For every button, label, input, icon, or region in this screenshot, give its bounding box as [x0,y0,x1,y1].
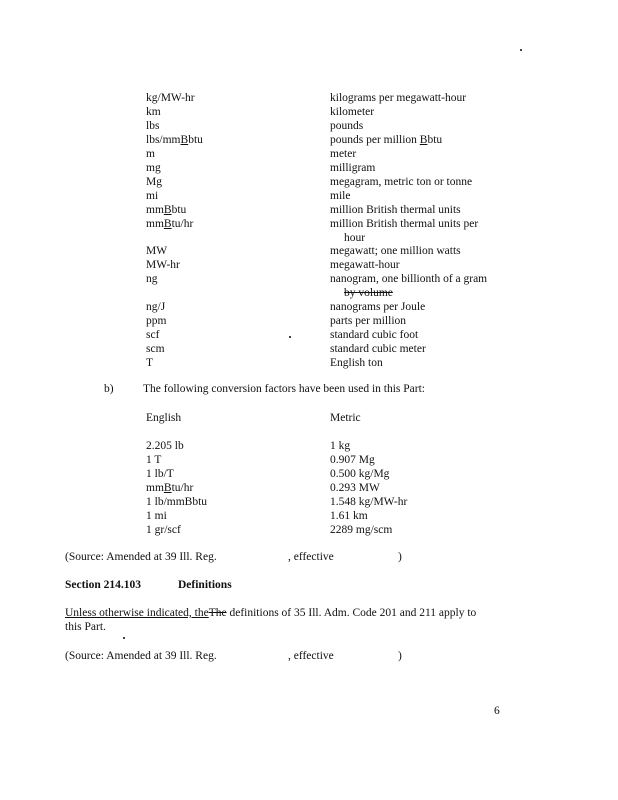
unit-abbreviation: kg/MW-hr [146,92,195,104]
abbr-underlined-part: B [163,204,172,216]
metric-value: 0.500 kg/Mg [330,468,390,480]
source-close-2: ) [398,650,402,662]
unit-row [0,120,618,134]
english-value: 2.205 lb [146,440,184,452]
unit-meaning: megawatt; one million watts [330,245,461,257]
unit-meaning: mile [330,190,351,202]
subsection-label: b) [104,383,114,395]
unit-meaning: standard cubic meter [330,343,426,355]
unit-abbreviation [146,204,186,216]
section-title: Definitions [178,579,232,591]
english-value: 1 T [146,454,162,466]
unit-meaning: megagram, metric ton or tonne [330,176,473,188]
unit-abbreviation: mi [146,190,159,202]
unit-abbreviation [146,218,193,230]
unit-row [0,301,618,315]
abbr-part: tu/hr [171,218,194,230]
english-value: 1 gr/scf [146,524,181,536]
unit-row [0,92,618,106]
unit-meaning [330,134,442,146]
header-metric: Metric [330,412,361,424]
meaning-part: pounds per million [330,134,420,146]
abbr-part: mm [146,218,164,230]
definitions-deleted-text: The [208,607,227,619]
unit-meaning: million British thermal units [330,204,461,216]
unit-row [0,329,618,343]
english-value: 1 mi [146,510,167,522]
abbr-part: mm [146,204,164,216]
unit-meaning-continuation: hour [344,232,366,244]
abbr-underlined-part: B [180,134,189,146]
header-english: English [146,412,182,424]
metric-value: 1 kg [330,440,351,452]
meaning-underlined-part: B [419,134,428,146]
metric-value: 1.548 kg/MW-hr [330,496,408,508]
unit-row [0,218,618,232]
source-note: (Source: Amended at 39 Ill. Reg. [65,551,217,563]
unit-meaning: nanogram, one billionth of a gram [330,273,488,285]
unit-row [0,343,618,357]
unit-abbreviation: mg [146,162,161,174]
unit-meaning: megawatt-hour [330,259,400,271]
conversion-row [0,482,618,496]
source-close: ) [398,551,402,563]
unit-row [0,162,618,176]
unit-row [0,190,618,204]
unit-meaning: kilograms per megawatt-hour [330,92,467,104]
unit-row [0,134,618,148]
definitions-paragraph [65,607,476,619]
unit-meaning: milligram [330,162,376,174]
unit-abbreviation: MW-hr [146,259,180,271]
unit-abbreviation: Mg [146,176,162,188]
scan-speck [123,637,125,639]
unit-row [0,148,618,162]
source-note-2: (Source: Amended at 39 Ill. Reg. [65,650,217,662]
unit-abbreviation: ppm [146,315,167,327]
unit-abbreviation: ng [146,273,158,285]
conversion-row [0,454,618,468]
unit-row [0,259,618,273]
unit-abbreviation: T [146,357,154,369]
english-part: tu/hr [171,482,194,494]
unit-meaning: nanograms per Joule [330,301,426,313]
unit-meaning: kilometer [330,106,375,118]
scan-speck [289,336,291,338]
meaning-part: btu [427,134,443,146]
english-value: 1 lb/mmBbtu [146,496,208,508]
page-number: 6 [494,705,500,717]
unit-row [0,357,618,371]
metric-value: 0.907 Mg [330,454,375,466]
unit-abbreviation: MW [146,245,168,257]
unit-row [0,204,618,218]
source-effective: , effective [288,551,334,563]
source-effective-2: , effective [288,650,334,662]
abbr-part: btu [188,134,203,146]
unit-abbreviation [146,134,203,146]
english-part: mm [146,482,164,494]
definitions-text: definitions of 35 Ill. Adm. Code 201 and 211 apply to [226,607,477,619]
unit-meaning: parts per million [330,315,407,327]
unit-row [0,176,618,190]
unit-abbreviation: ng/J [146,301,166,313]
unit-abbreviation: m [146,148,155,160]
conversion-row [0,468,618,482]
abbr-underlined-part: B [163,218,172,230]
unit-meaning-continuation: by volume [344,287,393,299]
english-underlined-part: B [163,482,172,494]
definitions-line2: this Part. [65,621,106,633]
metric-value: 1.61 km [330,510,368,522]
conversion-row [0,510,618,524]
unit-abbreviation: km [146,106,161,118]
conversion-row [0,496,618,510]
unit-row [0,245,618,259]
unit-meaning: meter [330,148,357,160]
unit-row [0,315,618,329]
scan-speck [520,49,522,51]
unit-meaning: English ton [330,357,383,369]
unit-meaning: million British thermal units per [330,218,479,230]
unit-abbreviation: lbs [146,120,160,132]
unit-meaning: pounds [330,120,364,132]
unit-row [0,273,618,287]
metric-value: 0.293 MW [330,482,380,494]
conversion-row [0,524,618,538]
unit-abbreviation: scm [146,343,165,355]
definitions-inserted-text: Unless otherwise indicated, the [65,607,209,619]
conversion-row [0,440,618,454]
abbr-part: btu [171,204,187,216]
abbr-part: lbs/mm [146,134,181,146]
unit-row [0,106,618,120]
subsection-text: The following conversion factors have been used in this Part: [143,383,425,395]
unit-abbreviation: scf [146,329,160,341]
metric-value: 2289 mg/scm [330,524,393,536]
unit-meaning: standard cubic foot [330,329,419,341]
english-value [146,482,193,494]
english-value: 1 lb/T [146,468,174,480]
section-number: Section 214.103 [65,579,142,591]
